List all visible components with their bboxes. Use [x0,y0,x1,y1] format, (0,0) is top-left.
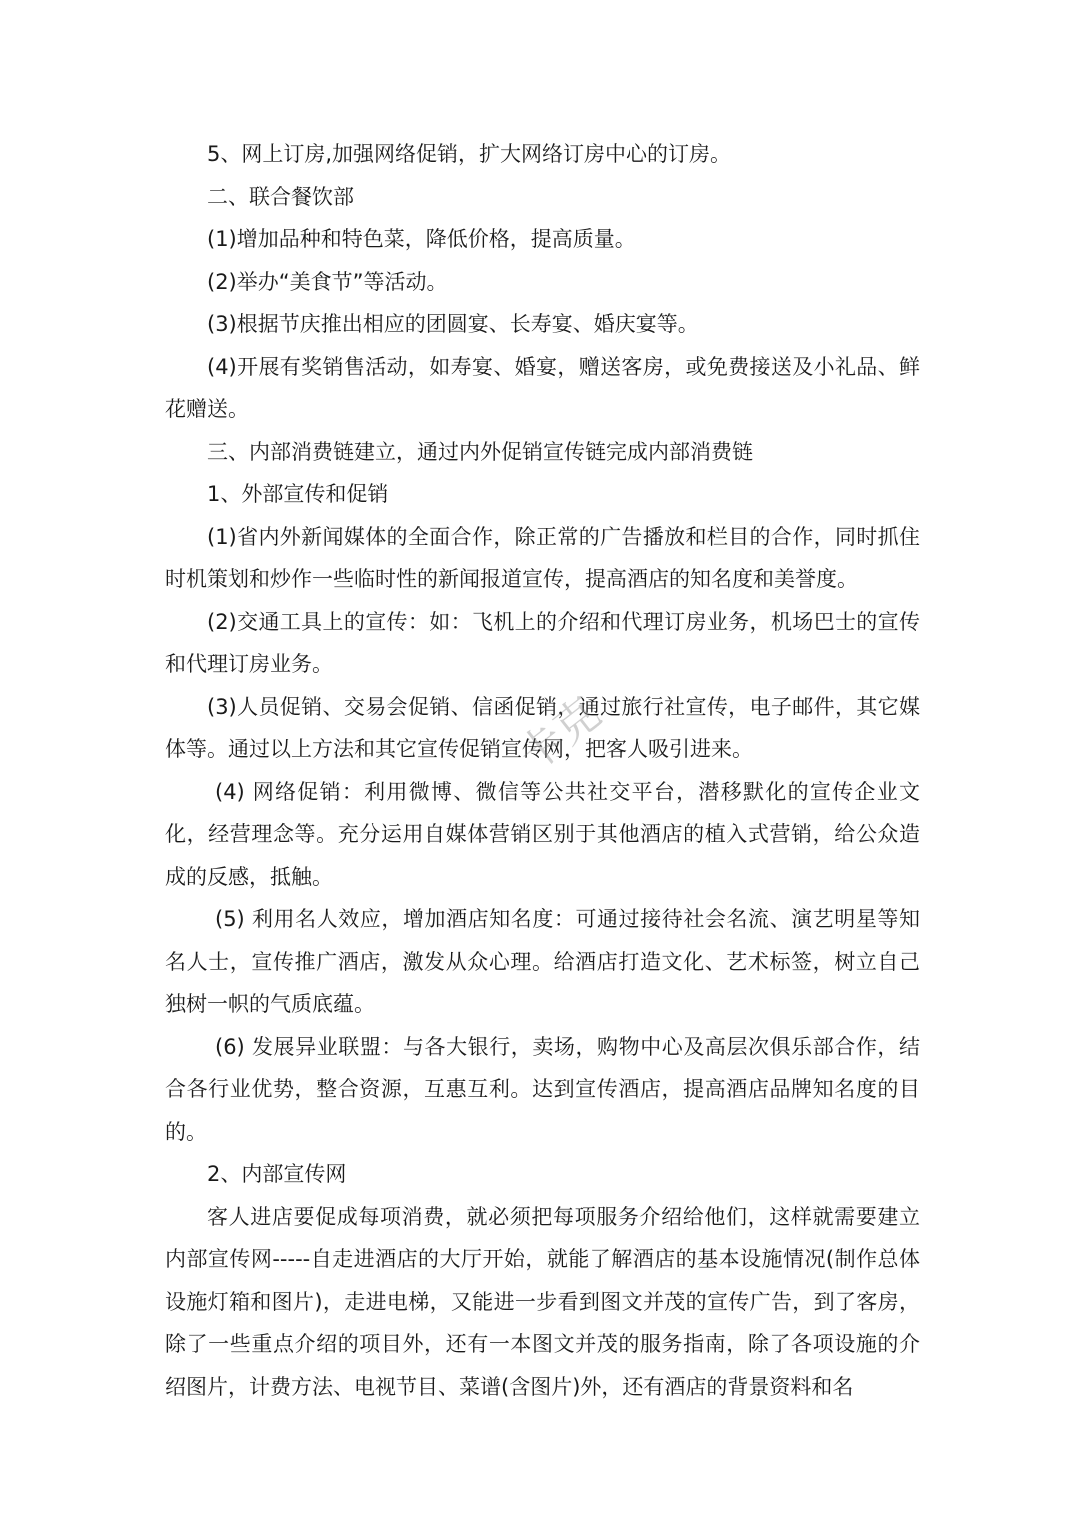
subheading-internal-promo: 2、内部宣传网 [207,1162,347,1186]
paragraph-external-4: (4) 网络促销：利用微博、微信等公共社交平台，潜移默化的宣传企业文化，经营理念等。充分运用自媒体营销区别于其他酒店的植入式营销，给公众造成的反感，抵触。 [165,779,920,889]
subheading-external-promo: 1、外部宣传和促销 [207,482,389,506]
paragraph-catering-4: (4)开展有奖销售活动，如寿宴、婚宴，赠送客房，或免费接送及小礼品、鲜花赠送。 [165,354,920,421]
paragraph-catering-2: (2)举办“美食节”等活动。 [207,269,448,294]
document-body [165,133,920,1408]
paragraph-catering-1: (1)增加品种和特色菜，降低价格，提高质量。 [207,227,636,251]
paragraph-online-booking: 5、网上订房,加强网络促销，扩大网络订房中心的订房。 [207,142,732,166]
paragraph-external-6: (6) 发展异业联盟：与各大银行，卖场，购物中心及高层次俱乐部合作，结合各行业优势，整合资源，互惠互利。达到宣传酒店，提高酒店品牌知名度的目的。 [165,1034,920,1144]
paragraph-external-3: (3)人员促销、交易会促销、信函促销，通过旅行社宣传，电子邮件，其它媒体等。通过以上方法和其它宣传促销宣传网，把客人吸引进来。 [165,694,920,761]
watermark: 卡克 [509,687,611,782]
heading-catering: 二、联合餐饮部 [207,184,354,209]
paragraph-internal-1: 客人进店要促成每项消费，就必须把每项服务介绍给他们，这样就需要建立内部宣传网-----自走进酒店的大厅开始，就能了解酒店的基本设施情况(制作总体设施灯箱和图片)，走进电梯，又能进一步看到图文并茂的宣传广告，到了客房，除了一些重点介绍的项目外，还有一本图文并茂的服务指南，除了各项设施的介绍图片，计费方法、电视节目、菜谱(含图片)外，还有酒店的背景资料和名 [165,1204,920,1399]
heading-consumption-chain: 三、内部消费链建立，通过内外促销宣传链完成内部消费链 [207,439,753,464]
paragraph-external-2: (2)交通工具上的宣传：如：飞机上的介绍和代理订房业务，机场巴士的宣传和代理订房业务。 [165,609,920,676]
paragraph-external-1: (1)省内外新闻媒体的全面合作，除正常的广告播放和栏目的合作，同时抓住时机策划和炒作一些临时性的新闻报道宣传，提高酒店的知名度和美誉度。 [165,524,920,591]
paragraph-catering-3: (3)根据节庆推出相应的团圆宴、长寿宴、婚庆宴等。 [207,312,699,336]
paragraph-external-5: (5) 利用名人效应，增加酒店知名度：可通过接待社会名流、演艺明星等知名人士，宣传推广酒店，激发从众心理。给酒店打造文化、艺术标签，树立自己独树一帜的气质底蕴。 [165,907,920,1016]
